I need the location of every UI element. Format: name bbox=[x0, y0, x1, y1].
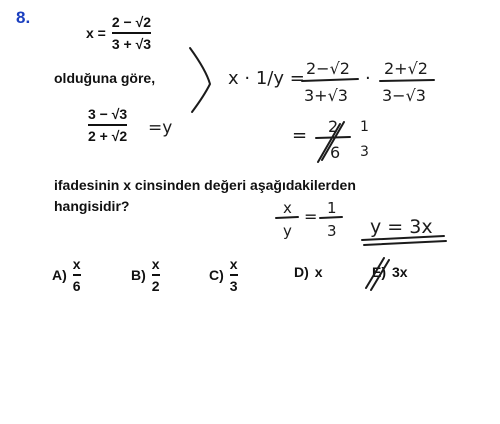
work-f1-bar bbox=[302, 79, 358, 81]
annot-eq-y: =y bbox=[148, 118, 173, 138]
x-fraction-numerator: 2 − √2 bbox=[111, 14, 152, 30]
option-a-numerator: x bbox=[72, 256, 81, 272]
option-c-numerator: x bbox=[229, 256, 238, 272]
option-a[interactable] bbox=[52, 256, 81, 294]
work-res-bar bbox=[316, 137, 350, 138]
option-b-label: B) bbox=[131, 267, 146, 283]
ratio-bar bbox=[276, 217, 298, 218]
option-a-label: A) bbox=[52, 267, 67, 283]
option-d-value: x bbox=[314, 264, 323, 280]
ratio-r-num: 1 bbox=[327, 199, 337, 217]
x-fraction bbox=[112, 14, 151, 52]
option-c-label: C) bbox=[209, 267, 224, 283]
brace-mark bbox=[190, 48, 210, 112]
option-a-fraction bbox=[73, 256, 81, 294]
work-res-den: 6 bbox=[330, 143, 341, 162]
expression-fraction bbox=[88, 106, 127, 144]
fraction-bar bbox=[73, 274, 81, 276]
work-f2-bar bbox=[380, 80, 434, 81]
option-b-numerator: x bbox=[151, 256, 160, 272]
answer-underline-2 bbox=[364, 241, 446, 245]
condition-text: olduğuna göre, bbox=[54, 70, 156, 86]
question-line-2: hangisidir? bbox=[54, 198, 130, 214]
fraction-bar bbox=[88, 124, 127, 126]
ratio-r-bar bbox=[320, 217, 342, 218]
option-e-label: E) bbox=[372, 264, 386, 280]
option-d-label: D) bbox=[294, 264, 309, 280]
work-res-alt-den: 3 bbox=[360, 144, 369, 160]
ratio-den: y bbox=[283, 222, 292, 240]
option-c-fraction bbox=[230, 256, 238, 294]
ratio-eq: = bbox=[304, 207, 318, 226]
question-number: 8. bbox=[16, 8, 31, 27]
x-definition bbox=[86, 14, 151, 52]
answer-underline-1 bbox=[362, 236, 444, 240]
option-e-value: 3x bbox=[392, 264, 408, 280]
work-f2-den: 3−√3 bbox=[382, 86, 426, 105]
work-f2-num: 2+√2 bbox=[384, 59, 428, 78]
ratio-r-den: 3 bbox=[327, 222, 337, 240]
cancel-stroke-1 bbox=[322, 122, 344, 160]
expression-denominator: 2 + √2 bbox=[88, 128, 128, 144]
x-fraction-denominator: 3 + √3 bbox=[111, 36, 152, 52]
work-res-num: 2 bbox=[328, 117, 339, 136]
work-res-eq: = bbox=[292, 125, 308, 146]
option-c[interactable] bbox=[209, 256, 238, 294]
work-res-alt-num: 1 bbox=[360, 119, 369, 135]
option-a-denominator: 6 bbox=[72, 278, 81, 294]
option-b-fraction bbox=[152, 256, 160, 294]
work-lhs: x · 1/y = bbox=[228, 68, 305, 89]
option-d[interactable] bbox=[294, 264, 323, 280]
option-b[interactable] bbox=[131, 256, 160, 294]
fraction-bar bbox=[112, 32, 151, 34]
option-c-denominator: 3 bbox=[229, 278, 238, 294]
question-line-1: ifadesinin x cinsinden değeri aşağıdakilerden bbox=[54, 177, 356, 193]
cancel-stroke-2 bbox=[318, 124, 340, 162]
work-dot: · bbox=[365, 68, 371, 89]
option-b-denominator: 2 bbox=[151, 278, 160, 294]
fraction-bar bbox=[230, 274, 238, 276]
x-equals-label: x = bbox=[86, 25, 106, 41]
fraction-bar bbox=[152, 274, 160, 276]
ratio-num: x bbox=[283, 199, 292, 217]
expression-numerator: 3 − √3 bbox=[88, 106, 128, 122]
work-f1-num: 2−√2 bbox=[306, 59, 350, 78]
answer-text: y = 3x bbox=[370, 216, 433, 238]
expression-fraction-wrap bbox=[88, 106, 127, 144]
work-f1-den: 3+√3 bbox=[304, 86, 348, 105]
option-e[interactable] bbox=[372, 264, 408, 280]
